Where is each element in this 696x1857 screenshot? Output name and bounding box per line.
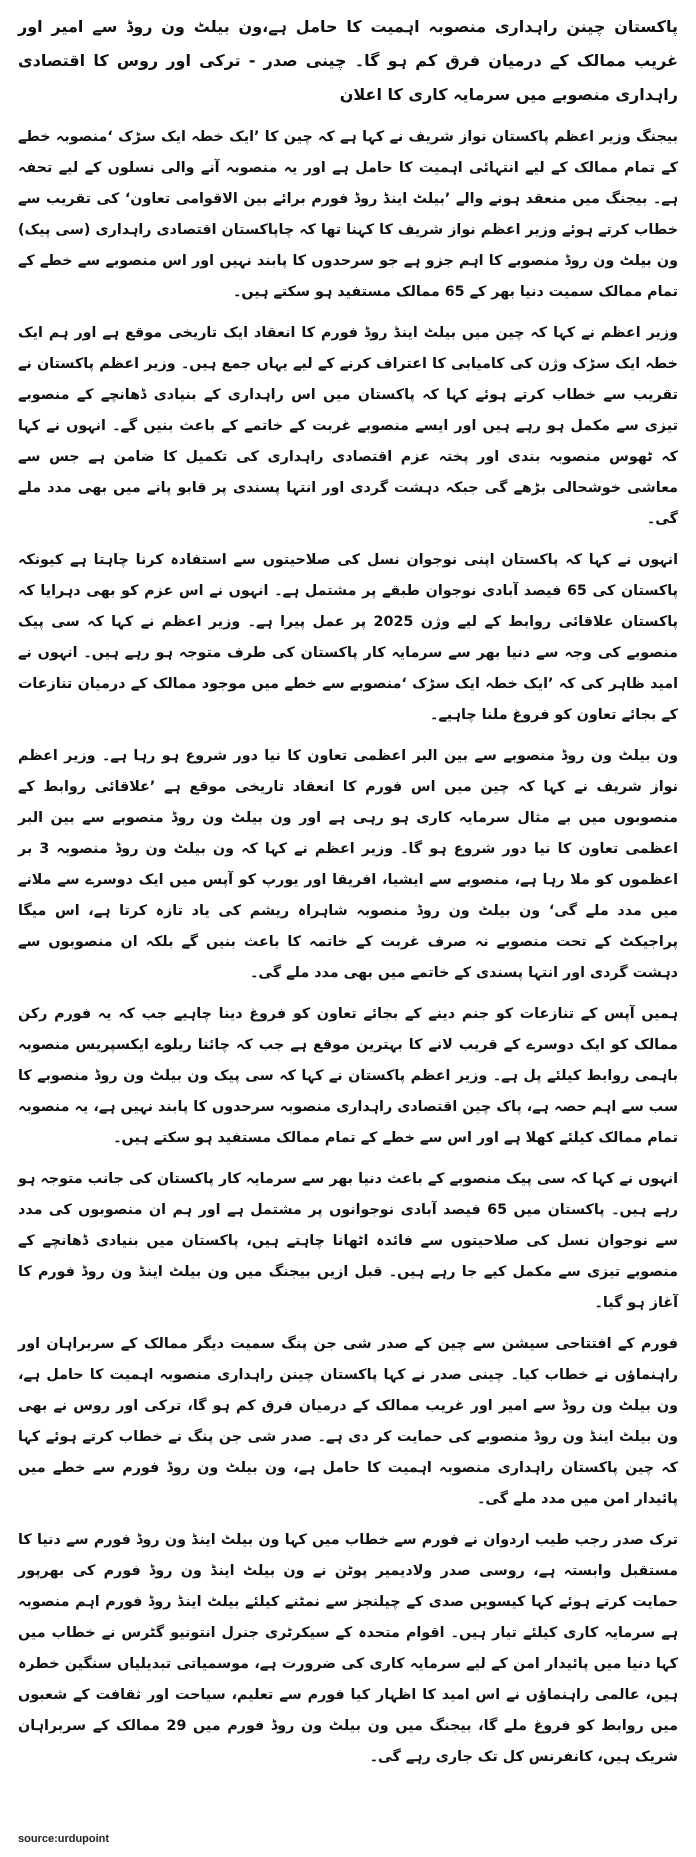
article-paragraph-5: ہمیں آپس کے تنازعات کو جنم دینے کے بجائے تعاون کو فروغ دینا چاہیے جب کہ یہ فورم رکن ممالک کو ایک دوسرے کے قریب لانے کا بہترین موقع ہے جب کہ چائنا ریلوے ایکسپریس منصوبہ باہمی روابط کیلئے پل ہے۔ وزیر اعظم پاکستان نے کہا کہ سی پیک ون بیلٹ ون روڈ منصوبے کا سب سے اہم حصہ ہے، پاک چین اقتصادی راہداری منصوبہ سرحدوں کا پابند نہیں ہے، یہ منصوبہ تمام ممالک کیلئے کھلا ہے اور اس سے خطے کے تمام ممالک مستفید ہو سکتے ہیں۔ <box>18 1006 678 1146</box>
article-paragraph-2: وزیر اعظم نے کہا کہ چین میں بیلٹ اینڈ روڈ فورم کا انعقاد ایک تاریخی موقع ہے اور ہم ایک خطہ ایک سڑک وژن کی کامیابی کا اعتراف کرنے کے لیے یہاں جمع ہیں۔ وزیر اعظم پاکستان نے تقریب سے خطاب کرتے ہوئے کہا کہ پاکستان میں اس راہداری کے بنیادی ڈھانچے کے منصوبے تیزی سے مکمل ہو رہے ہیں اور ایسے منصوبے غربت کے خاتمے کے باعث بنیں گے۔ انہوں نے کہا کہ ٹھوس منصوبہ بندی اور پختہ عزم اقتصادی راہداری کی تکمیل کا ضامن ہے جس سے معاشی خوشحالی بڑھے گی جبکہ دہشت گردی اور انتہا پسندی پر قابو پانے میں بھی مدد ملے گی۔ <box>18 325 678 527</box>
article-paragraph-8: ترک صدر رجب طیب اردوان نے فورم سے خطاب میں کہا ون بیلٹ اینڈ ون روڈ فورم سے دنیا کا مستقبل وابستہ ہے، روسی صدر ولادیمیر پوٹن نے ون بیلٹ اینڈ ون روڈ فورم کی بھرپور حمایت کرتے ہوئے کہا کیسویں صدی کے چیلنجز سے نمٹنے کیلئے بیلٹ اینڈ روڈ فورم اہم منصوبہ ہے سرمایہ کاری کیلئے تیار ہیں۔ اقوام متحدہ کے سیکرٹری جنرل انتونیو گٹرس نے خطاب میں کہا دنیا میں پائیدار امن کے لیے سرمایہ کاری کی ضرورت ہے، موسمیاتی تبدیلیاں سنگین خطرہ ہیں، عالمی راہنماؤں نے اس امید کا اظہار کیا فورم سے تعلیم، سیاحت اور ثقافت کے شعبوں میں روابط کو فروغ ملے گا، بیجنگ میں ون بیلٹ ون روڈ فورم میں 29 ممالک کے سربراہان شریک ہیں، کانفرنس کل تک جاری رہے گی۔ <box>18 1532 678 1765</box>
article-paragraph-4: ون بیلٹ ون روڈ منصوبے سے بین البر اعظمی تعاون کا نیا دور شروع ہو رہا ہے۔ وزیر اعظم نواز شریف نے کہا کہ چین میں اس فورم کا انعقاد تاریخی موقع ہے ’علاقائی روابط کے منصوبوں میں بے مثال سرمایہ کاری ہو رہی ہے اور ون بیلٹ ون روڈ منصوبے سے بین البر اعظمی تعاون کا نیا دور شروع ہو گا۔ وزیر اعظم نے کہا کہ ون بیلٹ ون روڈ منصوبہ 3 بر اعظموں کو ملا رہا ہے، منصوبے سے ایشیا، افریقا اور یورپ کو آپس میں ایک دوسرے سے ملانے میں مدد ملے گی‘ ون بیلٹ ون روڈ منصوبہ شاہراہ ریشم کی یاد تازہ کرتا ہے، اس میگا پراجیکٹ کے تحت منصوبے نہ صرف غربت کے خاتمہ کا باعث بنیں گے بلکہ ان منصوبوں سے دہشت گردی اور انتہا پسندی کے خاتمے میں بھی مدد ملے گی۔ <box>18 748 678 981</box>
article-paragraph-6: انہوں نے کہا کہ سی پیک منصوبے کے باعث دنیا بھر سے سرمایہ کار پاکستان کی جانب متوجہ ہو رہے ہیں۔ پاکستان میں 65 فیصد آبادی نوجوانوں پر مشتمل ہے اور ہم ان منصوبوں کی مدد سے نوجوان نسل کی صلاحیتوں سے فائدہ اٹھانا چاہتے ہیں، پاکستان میں بنیادی ڈھانچے کے منصوبے تیزی سے مکمل کیے جا رہے ہیں۔ قبل ازیں بیجنگ میں ون بیلٹ اینڈ ون روڈ فورم کا آغاز ہو گیا۔ <box>18 1171 678 1311</box>
article-paragraph-3: انہوں نے کہا کہ پاکستان اپنی نوجوان نسل کی صلاحیتوں سے استفادہ کرنا چاہتا ہے کیونکہ پاکستان کی 65 فیصد آبادی نوجوان طبقے پر مشتمل ہے۔ انہوں نے اس عزم کو بھی دہرایا کہ پاکستان علاقائی روابط کے لیے وژن 2025 پر عمل پیرا ہے۔ وزیر اعظم نے کہا کہ سی پیک منصوبے کی وجہ سے دنیا بھر سے سرمایہ کار پاکستان کی طرف متوجہ ہو رہے ہیں۔ انہوں نے امید ظاہر کی کہ ’ایک خطہ ایک سڑک ‘منصوبے سے خطے میں موجود ممالک کے درمیان تنازعات کے بجائے تعاون کو فروغ ملنا چاہیے۔ <box>18 552 678 723</box>
article-paragraph-7: فورم کے افتتاحی سیشن سے چین کے صدر شی جن پنگ سمیت دیگر ممالک کے سربراہان اور راہنماؤں نے خطاب کیا۔ چینی صدر نے کہا پاکستان چینن راہداری منصوبہ اہمیت کا حامل ہے، ون بیلٹ ون روڈ سے امیر اور غریب ممالک کے درمیان فرق کم ہو گا، ترکی اور روس نے بھی ون بیلٹ اینڈ ون روڈ منصوبے کی حمایت کر دی ہے۔ صدر شی جن پنگ نے خطاب کرتے ہوئے کہا کہ چین پاکستان راہداری منصوبہ اہمیت کا حامل ہے، ون بیلٹ ون روڈ فورم سے خطے میں پائیدار امن میں مدد ملے گی۔ <box>18 1336 678 1507</box>
article-paragraph-1: بیجنگ وزیر اعظم پاکستان نواز شریف نے کہا ہے کہ چین کا ’ایک خطہ ایک سڑک ‘منصوبہ خطے کے تمام ممالک کے لیے انتہائی اہمیت کا حامل ہے اور یہ منصوبہ آنے والی نسلوں کے لیے تحفہ ہے۔ بیجنگ میں منعقد ہونے والے ’بیلٹ اینڈ روڈ فورم برائے بین الاقوامی تعاون‘ کی تقریب سے خطاب کرتے ہوئے وزیر اعظم نواز شریف کا کہنا تھا کہ چاپاکستان اقتصادی راہداری (سی پیک) ون بیلٹ ون روڈ منصوبے کا اہم جزو ہے جو سرحدوں کا پابند نہیں اور اس منصوبے سے خطے کے تمام ممالک سمیت دنیا بھر کے 65 ممالک مستفید ہو سکتے ہیں۔ <box>18 129 678 300</box>
article-headline: پاکستان چینن راہداری منصوبہ اہمیت کا حامل ہے،ون بیلٹ ون روڈ سے امیر اور غریب ممالک کے درمیان فرق کم ہو گا۔ چینی صدر - ترکی اور روس کا اقتصادی راہداری منصوبے میں سرمایہ کاری کا اعلان <box>18 17 678 104</box>
source-credit: source:urdupoint <box>18 1833 110 1845</box>
